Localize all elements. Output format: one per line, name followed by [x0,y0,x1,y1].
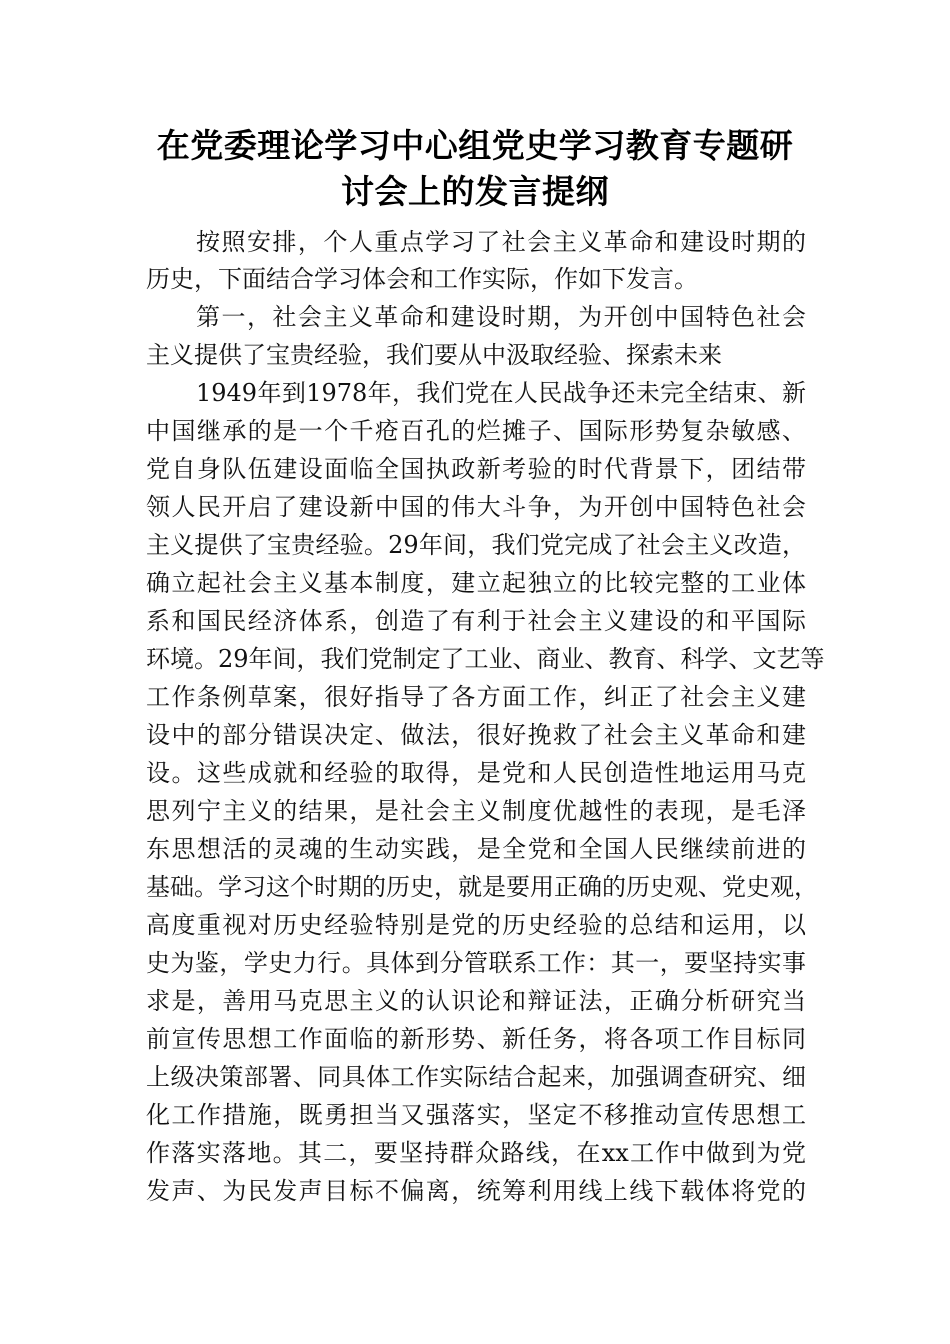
body-line: 中国继承的是一个千疮百孔的烂摊子、国际形势复杂敏感、 [146,417,806,445]
body-line: 1949年到1978年，我们党在人民战争还未完全结束、新 [196,379,806,407]
body-line: 基础。学习这个时期的历史，就是要用正确的历史观、党史观， [146,873,818,901]
body-line: 系和国民经济体系，创造了有利于社会主义建设的和平国际 [146,607,806,635]
body-line: 作落实落地。其二，要坚持群众路线，在xx工作中做到为党 [146,1139,806,1167]
body-line: 领人民开启了建设新中国的伟大斗争，为开创中国特色社会 [146,493,806,521]
body-line: 工作条例草案，很好指导了各方面工作，纠正了社会主义建 [146,683,806,711]
body-line: 第一，社会主义革命和建设时期，为开创中国特色社会 [196,303,806,331]
document-title-line-2: 讨会上的发言提纲 [341,172,609,211]
body-line: 发声、为民发声目标不偏离，统筹利用线上线下载体将党的 [146,1177,806,1205]
body-line: 求是，善用马克思主义的认识论和辩证法，正确分析研究当 [146,987,806,1015]
body-line: 环境。29年间，我们党制定了工业、商业、教育、科学、文艺等 [146,645,825,673]
body-line: 设。这些成就和经验的取得，是党和人民创造性地运用马克 [146,759,806,787]
body-line: 思列宁主义的结果，是社会主义制度优越性的表现，是毛泽 [146,797,806,825]
body-line: 确立起社会主义基本制度，建立起独立的比较完整的工业体 [146,569,806,597]
body-line: 东思想活的灵魂的生动实践，是全党和全国人民继续前进的 [146,835,806,863]
body-line: 历史，下面结合学习体会和工作实际，作如下发言。 [146,265,698,293]
document-title-line-1: 在党委理论学习中心组党史学习教育专题研 [156,126,794,165]
body-line: 上级决策部署、同具体工作实际结合起来，加强调查研究、细 [146,1063,806,1091]
body-line: 党自身队伍建设面临全国执政新考验的时代背景下，团结带 [146,455,806,483]
body-line: 史为鉴，学史力行。具体到分管联系工作：其一，要坚持实事 [146,949,806,977]
body-line: 主义提供了宝贵经验。29年间，我们党完成了社会主义改造， [146,531,806,559]
body-line: 化工作措施，既勇担当又强落实，坚定不移推动宣传思想工 [146,1101,806,1129]
body-line: 设中的部分错误决定、做法，很好挽救了社会主义革命和建 [146,721,806,749]
body-line: 按照安排，个人重点学习了社会主义革命和建设时期的 [196,228,806,256]
body-line: 主义提供了宝贵经验，我们要从中汲取经验、探索未来 [146,341,722,369]
body-line: 前宣传思想工作面临的新形势、新任务，将各项工作目标同 [146,1025,806,1053]
body-line: 高度重视对历史经验特别是党的历史经验的总结和运用，以 [146,911,806,939]
